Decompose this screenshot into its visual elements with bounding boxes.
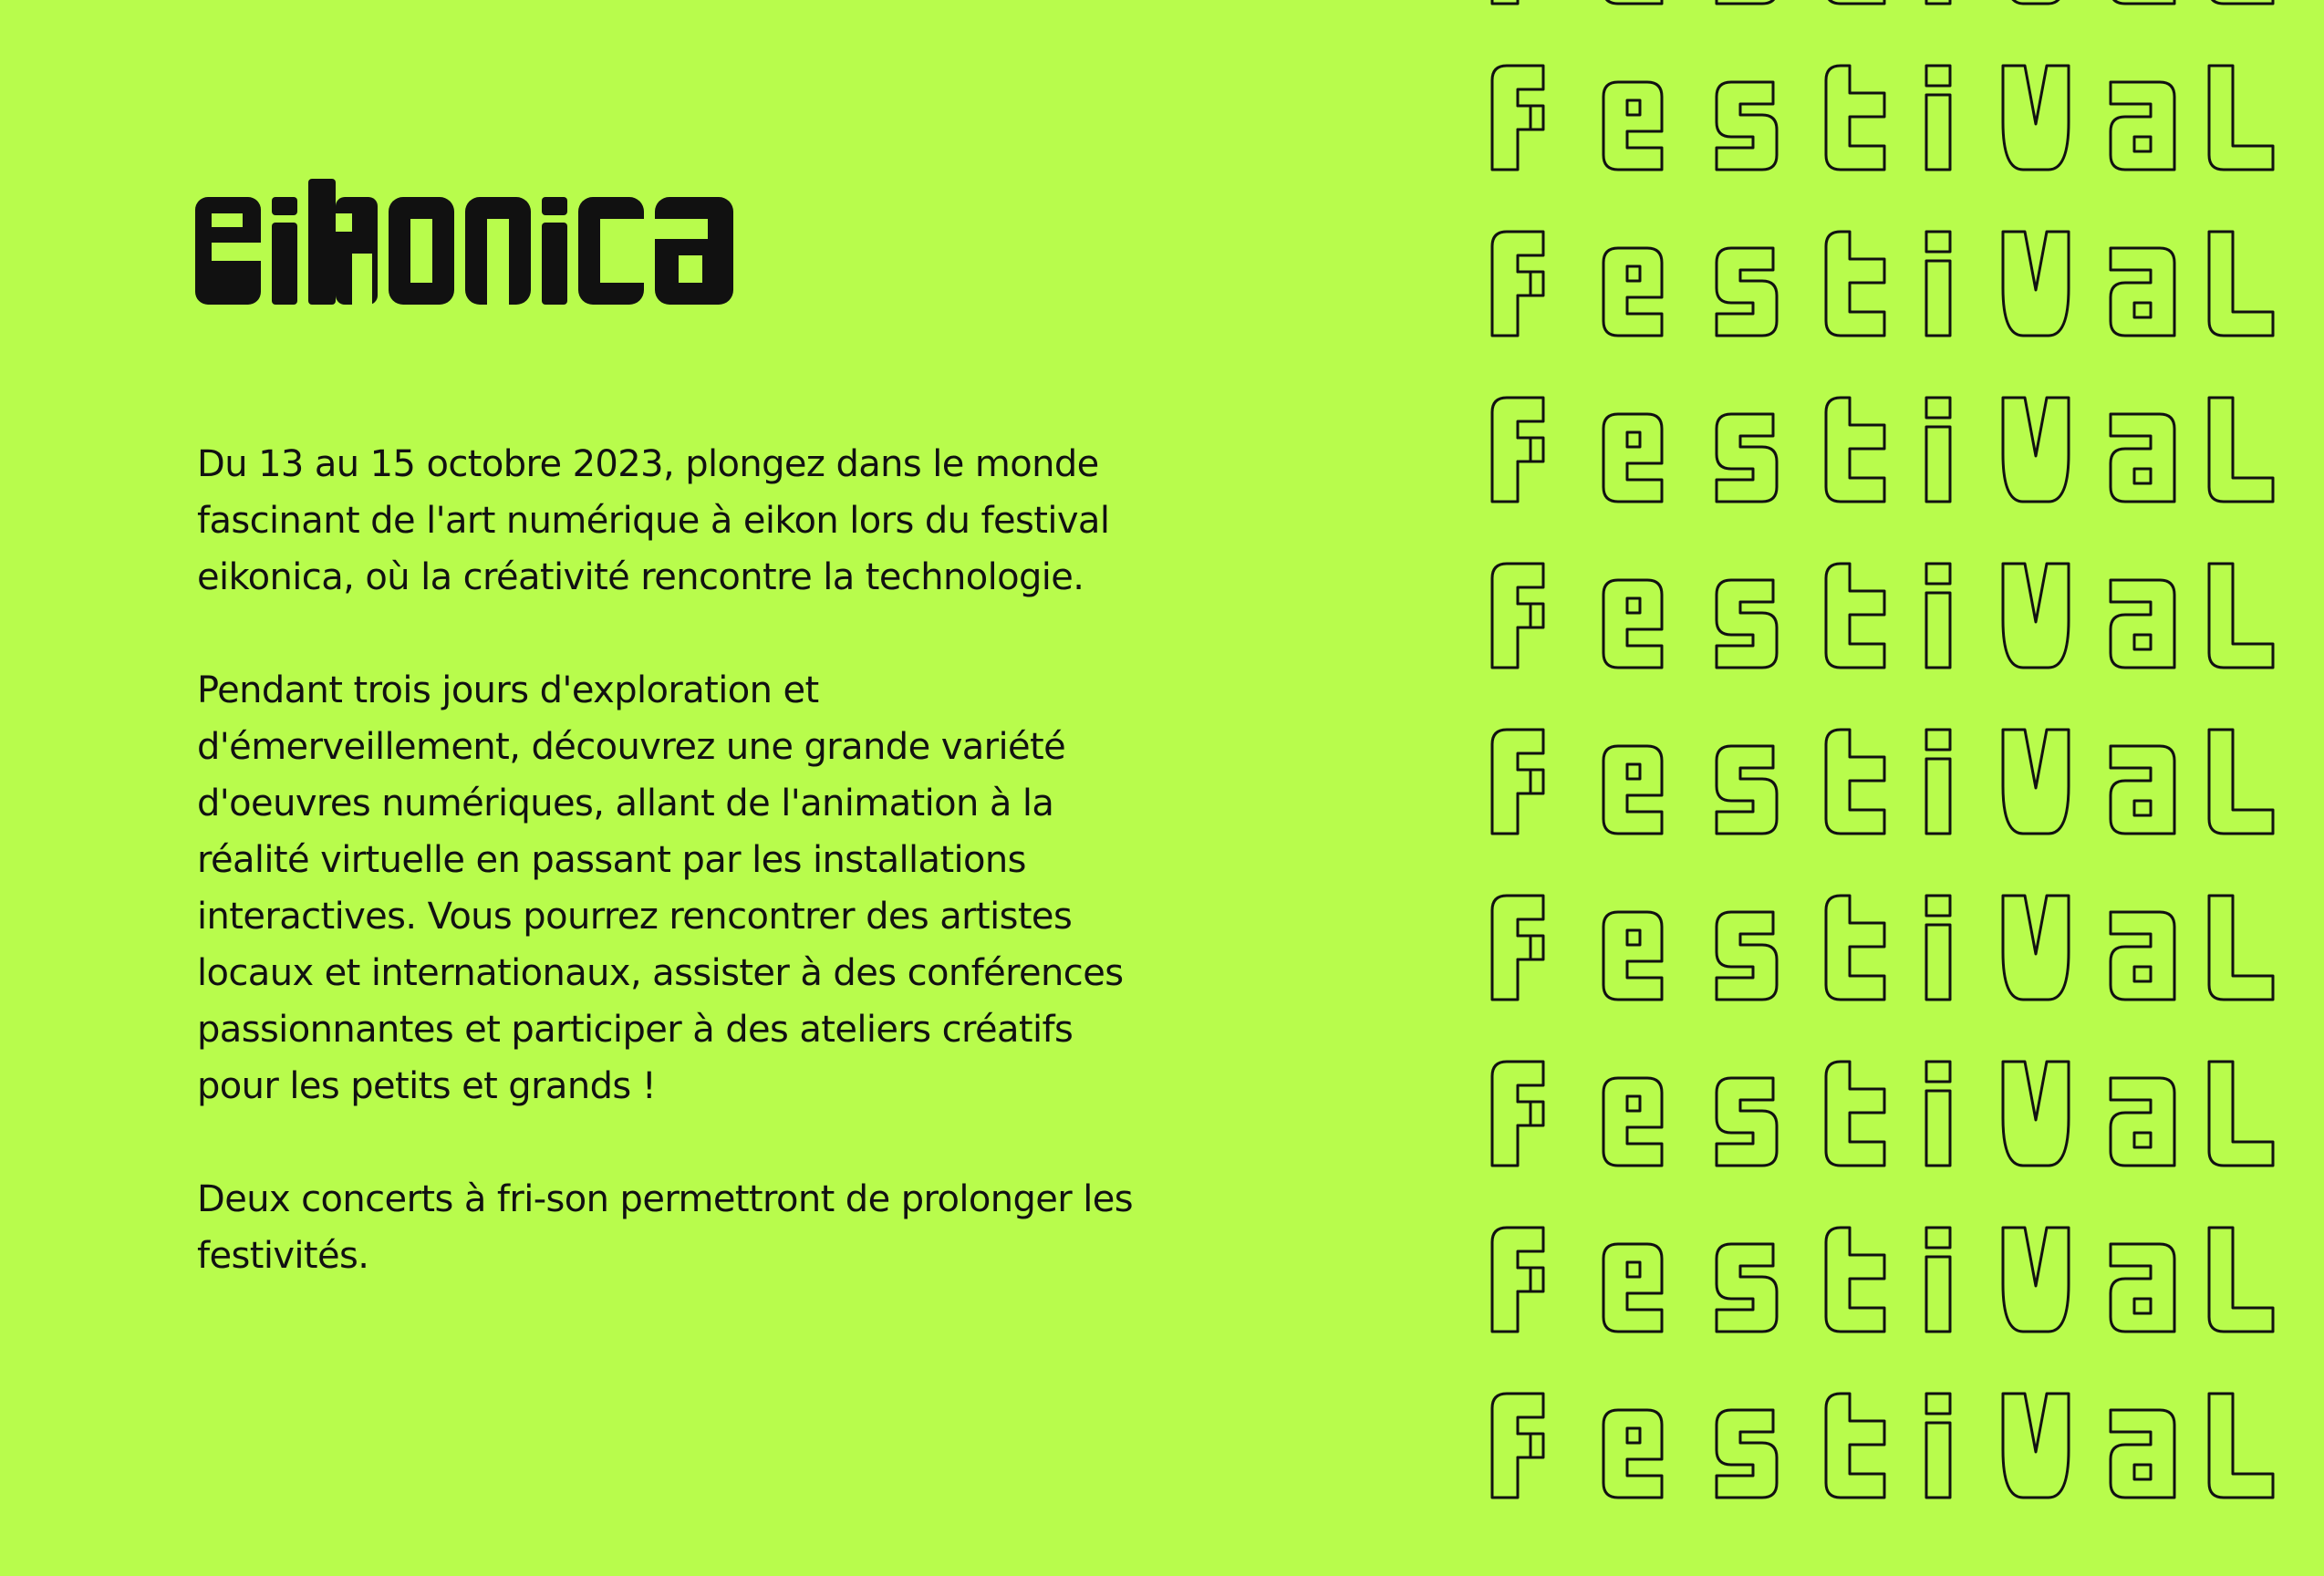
festival-word-row bbox=[1492, 896, 2273, 1000]
festival-letter-f bbox=[1492, 232, 1543, 336]
festival-letter-l bbox=[2209, 730, 2273, 834]
festival-letter-l bbox=[2209, 0, 2273, 4]
festival-letter-l bbox=[2209, 398, 2273, 502]
festival-word-row bbox=[1492, 398, 2273, 502]
festival-word-row bbox=[1492, 0, 2273, 4]
festival-letter-i bbox=[1926, 730, 1950, 834]
program-paragraph: Pendant trois jours d'exploration et d'émerveillement, découvrez une grande variété d'oeuvres numériques, allant de l'animation à la réalité virtuelle en passant par les installations interactives. Vous pourrez rencontrer des artistes locaux et internationaux, assister à des conférences passionnantes et participer à des ateliers créatifs pour les petits et grands ! bbox=[197, 669, 1124, 1107]
festival-letter-l bbox=[2209, 232, 2273, 336]
festival-letter-v bbox=[2003, 1394, 2069, 1498]
festival-letter-e bbox=[1603, 82, 1662, 170]
festival-letter-s bbox=[1717, 1244, 1777, 1332]
festival-letter-i bbox=[1926, 1394, 1950, 1498]
festival-letter-e bbox=[1603, 1244, 1662, 1332]
festival-letter-e bbox=[1603, 580, 1662, 668]
festival-letter-a bbox=[2111, 82, 2174, 170]
festival-letter-i bbox=[1926, 66, 1950, 170]
festival-letter-t bbox=[1826, 896, 1884, 1000]
festival-letter-t bbox=[1826, 232, 1884, 336]
festival-letter-f bbox=[1492, 896, 1543, 1000]
festival-letter-e bbox=[1603, 1410, 1662, 1498]
festival-letter-v bbox=[2003, 1228, 2069, 1332]
festival-letter-s bbox=[1717, 414, 1777, 502]
festival-letter-s bbox=[1717, 912, 1777, 1000]
festival-letter-v bbox=[2003, 730, 2069, 834]
festival-letter-a bbox=[2111, 414, 2174, 502]
festival-letter-l bbox=[2209, 66, 2273, 170]
festival-word-row bbox=[1492, 232, 2273, 336]
concerts-paragraph: Deux concerts à fri-son permettront de prolonger les festivités. bbox=[197, 1178, 1134, 1277]
festival-letter-l bbox=[2209, 1394, 2273, 1498]
festival-word-row bbox=[1492, 730, 2273, 834]
eikonica-logo bbox=[195, 179, 733, 305]
festival-word-row bbox=[1492, 564, 2273, 668]
festival-letter-a bbox=[2111, 746, 2174, 834]
festival-letter-f bbox=[1492, 1228, 1543, 1332]
festival-letter-f bbox=[1492, 1062, 1543, 1166]
festival-letter-a bbox=[2111, 248, 2174, 336]
festival-word-row bbox=[1492, 66, 2273, 170]
festival-letter-i bbox=[1926, 0, 1950, 4]
festival-word-row bbox=[1492, 1228, 2273, 1332]
festival-letter-i bbox=[1926, 1062, 1950, 1166]
festival-letter-s bbox=[1717, 248, 1777, 336]
festival-letter-e bbox=[1603, 414, 1662, 502]
festival-letter-f bbox=[1492, 398, 1543, 502]
festival-letter-t bbox=[1826, 1228, 1884, 1332]
festival-letter-t bbox=[1826, 564, 1884, 668]
festival-description bbox=[197, 436, 1146, 1341]
festival-letter-s bbox=[1717, 82, 1777, 170]
festival-letter-s bbox=[1717, 1078, 1777, 1166]
festival-letter-f bbox=[1492, 1394, 1543, 1498]
festival-letter-v bbox=[2003, 0, 2069, 4]
festival-letter-l bbox=[2209, 896, 2273, 1000]
festival-letter-v bbox=[2003, 1062, 2069, 1166]
festival-letter-i bbox=[1926, 896, 1950, 1000]
festival-letter-f bbox=[1492, 730, 1543, 834]
festival-letter-a bbox=[2111, 0, 2174, 4]
festival-letter-i bbox=[1926, 232, 1950, 336]
festival-letter-l bbox=[2209, 1062, 2273, 1166]
festival-letter-i bbox=[1926, 1228, 1950, 1332]
festival-letter-t bbox=[1826, 730, 1884, 834]
festival-letter-v bbox=[2003, 66, 2069, 170]
festival-letter-s bbox=[1717, 746, 1777, 834]
festival-letter-v bbox=[2003, 896, 2069, 1000]
festival-letter-a bbox=[2111, 912, 2174, 1000]
intro-paragraph: Du 13 au 15 octobre 2023, plongez dans le monde fascinant de l'art numérique à eikon lors du festival eikonica, où la créativité rencontre la technologie. bbox=[197, 443, 1110, 598]
festival-letter-v bbox=[2003, 232, 2069, 336]
festival-letter-f bbox=[1492, 66, 1543, 170]
festival-letter-v bbox=[2003, 398, 2069, 502]
festival-letter-e bbox=[1603, 912, 1662, 1000]
festival-letter-e bbox=[1603, 0, 1662, 4]
festival-letter-s bbox=[1717, 580, 1777, 668]
festival-letter-a bbox=[2111, 1244, 2174, 1332]
festival-letter-a bbox=[2111, 1410, 2174, 1498]
festival-letter-t bbox=[1826, 66, 1884, 170]
festival-pattern bbox=[1490, 0, 2324, 1485]
festival-letter-e bbox=[1603, 746, 1662, 834]
festival-letter-s bbox=[1717, 0, 1777, 4]
festival-letter-e bbox=[1603, 1078, 1662, 1166]
festival-letter-t bbox=[1826, 0, 1884, 4]
festival-letter-t bbox=[1826, 398, 1884, 502]
festival-letter-l bbox=[2209, 564, 2273, 668]
festival-letter-f bbox=[1492, 564, 1543, 668]
festival-letter-t bbox=[1826, 1394, 1884, 1498]
festival-letter-i bbox=[1926, 398, 1950, 502]
festival-letter-e bbox=[1603, 248, 1662, 336]
festival-letter-a bbox=[2111, 1078, 2174, 1166]
festival-letter-s bbox=[1717, 1410, 1777, 1498]
festival-letter-f bbox=[1492, 0, 1543, 4]
festival-letter-t bbox=[1826, 1062, 1884, 1166]
festival-letter-a bbox=[2111, 580, 2174, 668]
festival-letter-v bbox=[2003, 564, 2069, 668]
festival-word-row bbox=[1492, 1062, 2273, 1166]
festival-word-row bbox=[1492, 1394, 2273, 1498]
festival-letter-l bbox=[2209, 1228, 2273, 1332]
festival-letter-i bbox=[1926, 564, 1950, 668]
